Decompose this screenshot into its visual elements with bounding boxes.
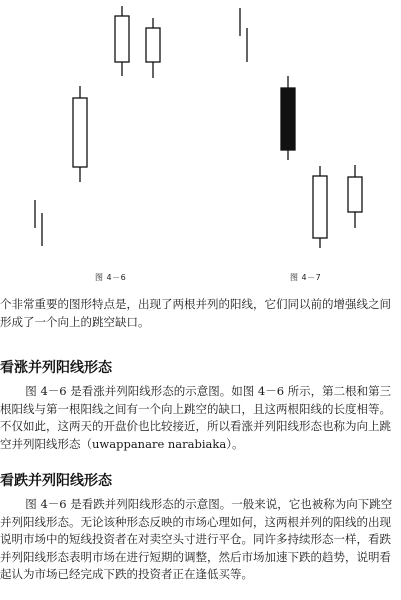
figure-caption-right: 图 4－7 <box>290 273 322 282</box>
figure-caption-left: 图 4－6 <box>95 273 127 282</box>
bearish-text: 图 4－6 是看跌并列阳线形态的示意图。一般来说，它也被称为向下跳空并列阳线形态。无论该种形态反映的市场心理如何，这两根并列的阳线的出现说明市场中的短线投资者在对卖空头寸进行平仓。同许多持续形态一样，看跌并列阳线形态表明市场在进行短期的调整，然后市场加速下跌的趋势，说明看起认为市场已经完成下跌的投资者正在逢低买等。 <box>0 497 393 581</box>
white-candle <box>115 16 129 62</box>
bullish-text: 图 4－6 是看涨并列阳线形态的示意图。如图 4－6 所示，第二根和第三根阳线与第一根阳线之间有一个向上跳空的缺口，且这两根阳线的长度相等。不仅如此，这两天的开盘价也比较接近，所以看涨并列阳线形态也称为向上跳空并列阳线形态（uwappanare narabiaka）。 <box>0 384 392 451</box>
heading-bullish: 看涨并列阳线形态 <box>0 360 112 376</box>
intro-paragraph <box>0 296 401 331</box>
figure-4-7 <box>240 8 362 248</box>
bullish-paragraph <box>0 383 401 453</box>
black-candle <box>281 88 295 150</box>
candlestick-figures <box>0 0 401 290</box>
bearish-paragraph <box>0 496 401 584</box>
intro-text: 个非常重要的图形特点是，出现了两根并列的阳线，它们同以前的增强线之间形成了一个向上的跳空缺口。 <box>0 297 391 329</box>
candlestick-svg <box>0 0 401 290</box>
figure-4-6 <box>35 6 160 246</box>
white-candle <box>73 98 87 167</box>
white-candle <box>348 177 362 212</box>
white-candle <box>146 28 160 62</box>
heading-bearish: 看跌并列阳线形态 <box>0 473 112 489</box>
white-candle <box>313 176 327 238</box>
